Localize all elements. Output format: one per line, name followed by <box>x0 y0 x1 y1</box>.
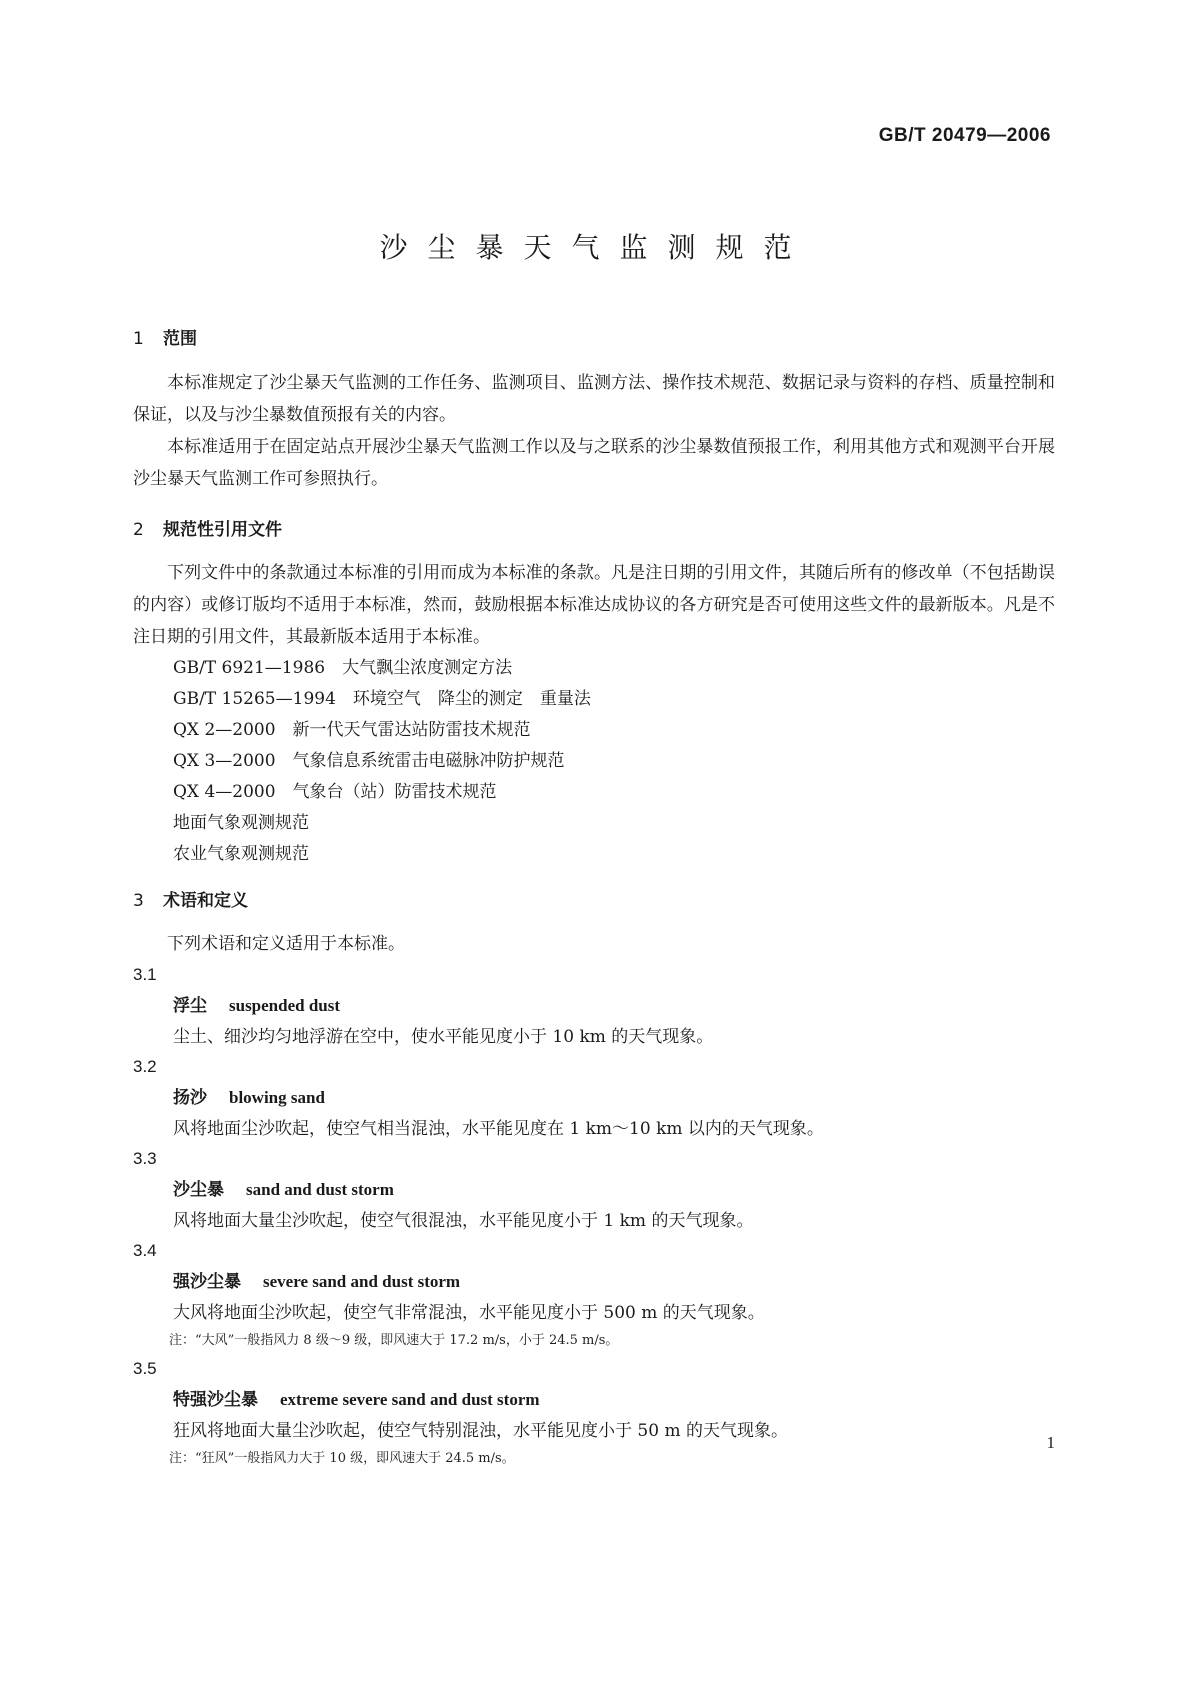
standard-code: GB/T 20479—2006 <box>878 125 1051 146</box>
reference-item: QX 2—2000 新一代天气雷达站防雷技术规范 <box>173 720 531 740</box>
term-name-zh: 浮尘 <box>173 996 207 1016</box>
term-entry <box>133 1144 1055 1236</box>
reference-item: QX 4—2000 气象台（站）防雷技术规范 <box>173 782 497 802</box>
section-title: 规范性引用文件 <box>163 520 282 540</box>
term-definition: 大风将地面尘沙吹起，使空气非常混浊，水平能见度小于 500 m 的天气现象。 <box>173 1303 765 1323</box>
term-entry <box>133 960 1055 1052</box>
reference-item: QX 3—2000 气象信息系统雷击电磁脉冲防护规范 <box>173 751 565 771</box>
section-normative-references <box>133 517 1055 870</box>
term-number: 3.2 <box>133 1057 157 1076</box>
paragraph: 下列术语和定义适用于本标准。 <box>167 934 405 954</box>
term-name <box>173 1384 1055 1416</box>
term-name <box>173 990 1055 1022</box>
term-entry <box>133 1052 1055 1144</box>
paragraph: 本标准规定了沙尘暴天气监测的工作任务、监测项目、监测方法、操作技术规范、数据记录与资料的存档、质量控制和保证，以及与沙尘暴数值预报有关的内容。 <box>133 373 1055 425</box>
term-definition: 风将地面大量尘沙吹起，使空气很混浊，水平能见度小于 1 km 的天气现象。 <box>173 1211 754 1231</box>
reference-item: GB/T 15265—1994 环境空气 降尘的测定 重量法 <box>173 689 591 709</box>
term-definition: 尘土、细沙均匀地浮游在空中，使水平能见度小于 10 km 的天气现象。 <box>173 1027 714 1047</box>
section-scope <box>133 326 1055 495</box>
term-name-en: suspended dust <box>229 996 341 1015</box>
term-number: 3.3 <box>133 1149 157 1168</box>
term-definition: 风将地面尘沙吹起，使空气相当混浊，水平能见度在 1 km～10 km 以内的天气现象。 <box>173 1119 824 1139</box>
term-number: 3.1 <box>133 965 157 984</box>
term-name <box>173 1266 1055 1298</box>
term-name-en: severe sand and dust storm <box>263 1272 461 1291</box>
term-name-zh: 扬沙 <box>173 1088 207 1108</box>
section-number: 2 <box>133 520 144 540</box>
paragraph: 下列文件中的条款通过本标准的引用而成为本标准的条款。凡是注日期的引用文件，其随后所有的修改单（不包括勘误的内容）或修订版均不适用于本标准，然而，鼓励根据本标准达成协议的各方研究是否可使用这些文件的最新版本。凡是不注日期的引用文件，其最新版本适用于本标准。 <box>133 563 1055 647</box>
term-note: 注：“大风”一般指风力 8 级～9 级，即风速大于 17.2 m/s，小于 24.5 m/s。 <box>169 1333 619 1348</box>
term-name <box>173 1174 1055 1206</box>
section-title: 范围 <box>163 329 197 349</box>
term-name-en: sand and dust storm <box>246 1180 394 1199</box>
reference-item: 地面气象观测规范 <box>173 813 309 833</box>
section-heading <box>133 326 1055 352</box>
section-title: 术语和定义 <box>163 891 248 911</box>
term-name-zh: 沙尘暴 <box>173 1180 224 1200</box>
term-number: 3.4 <box>133 1241 157 1260</box>
term-number: 3.5 <box>133 1359 157 1378</box>
reference-item: GB/T 6921—1986 大气飘尘浓度测定方法 <box>173 658 513 678</box>
paragraph: 本标准适用于在固定站点开展沙尘暴天气监测工作以及与之联系的沙尘暴数值预报工作，利用其他方式和观测平台开展沙尘暴天气监测工作可参照执行。 <box>133 437 1055 489</box>
term-entry <box>133 1236 1055 1354</box>
page-number: 1 <box>1046 1433 1055 1452</box>
term-name-zh: 特强沙尘暴 <box>173 1390 258 1410</box>
term-name-en: extreme severe sand and dust storm <box>280 1390 540 1409</box>
section-heading <box>133 517 1055 543</box>
document-title: 沙尘暴天气监测规范 <box>379 231 812 264</box>
term-entry <box>133 1354 1055 1472</box>
reference-item: 农业气象观测规范 <box>173 844 309 864</box>
term-definition: 狂风将地面大量尘沙吹起，使空气特别混浊，水平能见度小于 50 m 的天气现象。 <box>173 1421 788 1441</box>
term-note: 注：“狂风”一般指风力大于 10 级，即风速大于 24.5 m/s。 <box>169 1451 515 1466</box>
section-number: 3 <box>133 891 144 911</box>
term-name <box>173 1082 1055 1114</box>
section-terms-definitions <box>133 888 1055 1472</box>
section-number: 1 <box>133 329 144 349</box>
document-body <box>133 326 1055 1472</box>
section-heading <box>133 888 1055 914</box>
term-name-en: blowing sand <box>229 1088 325 1107</box>
term-name-zh: 强沙尘暴 <box>173 1272 241 1292</box>
